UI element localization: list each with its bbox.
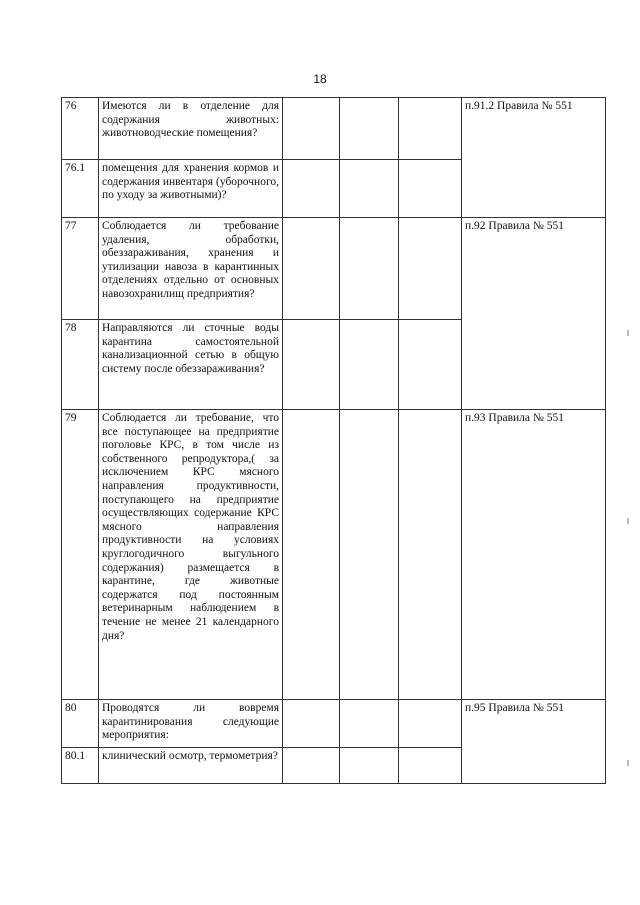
answer-cell [340,320,399,410]
row-number: 76 [62,98,99,160]
question-text: Имеются ли в отделение для содержания животных: животноводческие помещения? [99,98,283,160]
legal-reference: п.93 Правила № 551 [462,410,606,700]
row-number: 79 [62,410,99,700]
answer-cell [283,700,340,748]
answer-cell [283,98,340,160]
question-text: Направляются ли сточные воды карантина самостоятельной канализационной сетью в общую систему после обеззараживания? [99,320,283,410]
row-number: 80.1 [62,748,99,784]
scan-edge-mark [627,330,629,336]
row-number: 80 [62,700,99,748]
scan-edge-mark [627,760,629,766]
checklist-table [61,97,606,784]
row-number: 78 [62,320,99,410]
answer-cell [340,700,399,748]
answer-cell [283,160,340,218]
answer-cell [399,700,462,748]
scan-edge-mark [627,518,629,524]
question-text: помещения для хранения кормов и содержания инвентаря (уборочного, по уходу за животными)? [99,160,283,218]
answer-cell [340,410,399,700]
table-row [62,700,606,748]
legal-reference: п.91.2 Правила № 551 [462,98,606,218]
row-number: 77 [62,218,99,320]
answer-cell [399,320,462,410]
question-text: Проводятся ли вовремя карантинирования следующие мероприятия: [99,700,283,748]
answer-cell [340,748,399,784]
answer-cell [399,748,462,784]
table-row [62,98,606,160]
legal-reference: п.92 Правила № 551 [462,218,606,410]
answer-cell [283,410,340,700]
answer-cell [283,748,340,784]
answer-cell [399,160,462,218]
row-number: 76.1 [62,160,99,218]
table-row [62,410,606,700]
answer-cell [399,218,462,320]
table-row [62,218,606,320]
page-number: 18 [313,72,327,86]
answer-cell [283,218,340,320]
question-text: клинический осмотр, термометрия? [99,748,283,784]
answer-cell [399,98,462,160]
answer-cell [340,218,399,320]
answer-cell [283,320,340,410]
question-text: Соблюдается ли требование удаления, обработки, обеззараживания, хранения и утилизации навоза в карантинных отделениях отдельно от основных навозохранилищ предприятия? [99,218,283,320]
answer-cell [399,410,462,700]
legal-reference: п.95 Правила № 551 [462,700,606,784]
question-text: Соблюдается ли требование, что все поступающее на предприятие поголовье КРС, в том числе из собственного репродуктора,( за исключением КРС мясного направления продуктивности, поступающего на предприятие осуществляющих содержание КРС мясного направления продуктивности на условиях круглогодичного выгульного содержания) размещается в карантине, где животные содержатся под постоянным ветеринарным наблюдением в течение не менее 21 календарного дня? [99,410,283,700]
answer-cell [340,98,399,160]
answer-cell [340,160,399,218]
